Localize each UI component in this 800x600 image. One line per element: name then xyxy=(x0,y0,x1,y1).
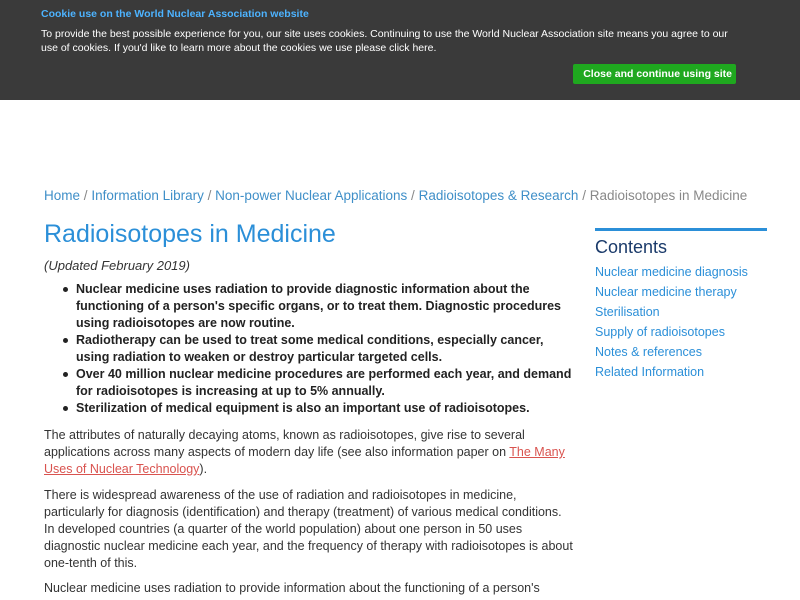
breadcrumb-separator: / xyxy=(582,188,586,203)
paragraph-text: The attributes of naturally decaying atoms, known as radioisotopes, give rise to several applications across many aspects of modern day life (see also information paper on xyxy=(44,428,525,459)
key-points-list xyxy=(60,281,575,417)
contents-link-supply[interactable]: Supply of radioisotopes xyxy=(595,325,725,339)
paragraph-text: ). xyxy=(199,462,208,476)
breadcrumb-radioisotopes-research[interactable]: Radioisotopes & Research xyxy=(418,188,579,203)
key-point: Sterilization of medical equipment is also an important use of radioisotopes. xyxy=(60,400,575,417)
contents-link-related[interactable]: Related Information xyxy=(595,365,705,379)
many-uses-link[interactable]: The Many Uses of Nuclear Technology xyxy=(44,445,565,476)
contents-sidebar xyxy=(595,228,767,382)
contents-item xyxy=(595,282,767,302)
breadcrumb xyxy=(44,188,747,203)
close-cookie-banner-button[interactable]: Close and continue using site xyxy=(573,64,736,84)
key-point: Radiotherapy can be used to treat some medical conditions, especially cancer, using radiation to weaken or destroy particular targeted cells. xyxy=(60,332,575,366)
breadcrumb-information-library[interactable]: Information Library xyxy=(91,188,204,203)
breadcrumb-separator: / xyxy=(207,188,212,203)
contents-item xyxy=(595,342,767,362)
breadcrumb-separator: / xyxy=(83,188,88,203)
contents-item xyxy=(595,322,767,342)
contents-link-notes[interactable]: Notes & references xyxy=(595,345,702,359)
cookie-text: To provide the best possible experience for you, our site uses cookies. Continuing to use the World Nuclear Association site means you agree to our use of cookies. If you'd like to learn more about the cookies we use please click here. xyxy=(41,28,728,54)
nuclear-medicine-paragraph: Nuclear medicine uses radiation to provide information about the functioning of a person's xyxy=(44,581,540,595)
contents-list xyxy=(595,262,767,382)
page-title: Radioisotopes in Medicine xyxy=(44,220,336,248)
breadcrumb-home[interactable]: Home xyxy=(44,188,81,203)
awareness-paragraph: There is widespread awareness of the use of radiation and radioisotopes in medicine, particularly for diagnosis (identification) and therapy (treatment) of various medical conditions. In developed countries (a quarter of the world population) about one person in 50 uses diagnostic nuclear medicine each year, and the frequency of therapy with radioisotopes is about one-tenth of this. xyxy=(44,488,573,570)
intro-paragraph xyxy=(44,427,574,478)
key-point: Nuclear medicine uses radiation to provide diagnostic information about the functioning of a person's specific organs, or to treat them. Diagnostic procedures using radioisotopes are now routine. xyxy=(60,281,575,332)
contents-link-therapy[interactable]: Nuclear medicine therapy xyxy=(595,285,737,299)
breadcrumb-non-power-nuclear-applications[interactable]: Non-power Nuclear Applications xyxy=(215,188,408,203)
contents-link-diagnosis[interactable]: Nuclear medicine diagnosis xyxy=(595,265,748,279)
contents-link-sterilisation[interactable]: Sterilisation xyxy=(595,305,660,319)
contents-item xyxy=(595,262,767,282)
contents-item xyxy=(595,302,767,322)
contents-item xyxy=(595,362,767,382)
cookie-banner xyxy=(0,0,800,100)
contents-title: Contents xyxy=(595,237,668,257)
breadcrumb-current: Radioisotopes in Medicine xyxy=(589,188,748,203)
cookie-title: Cookie use on the World Nuclear Association website xyxy=(41,8,309,20)
breadcrumb-separator: / xyxy=(411,188,415,203)
key-point: Over 40 million nuclear medicine procedures are performed each year, and demand for radioisotopes is increasing at up to 5% annually. xyxy=(60,366,575,400)
updated-date: (Updated February 2019) xyxy=(44,258,190,273)
